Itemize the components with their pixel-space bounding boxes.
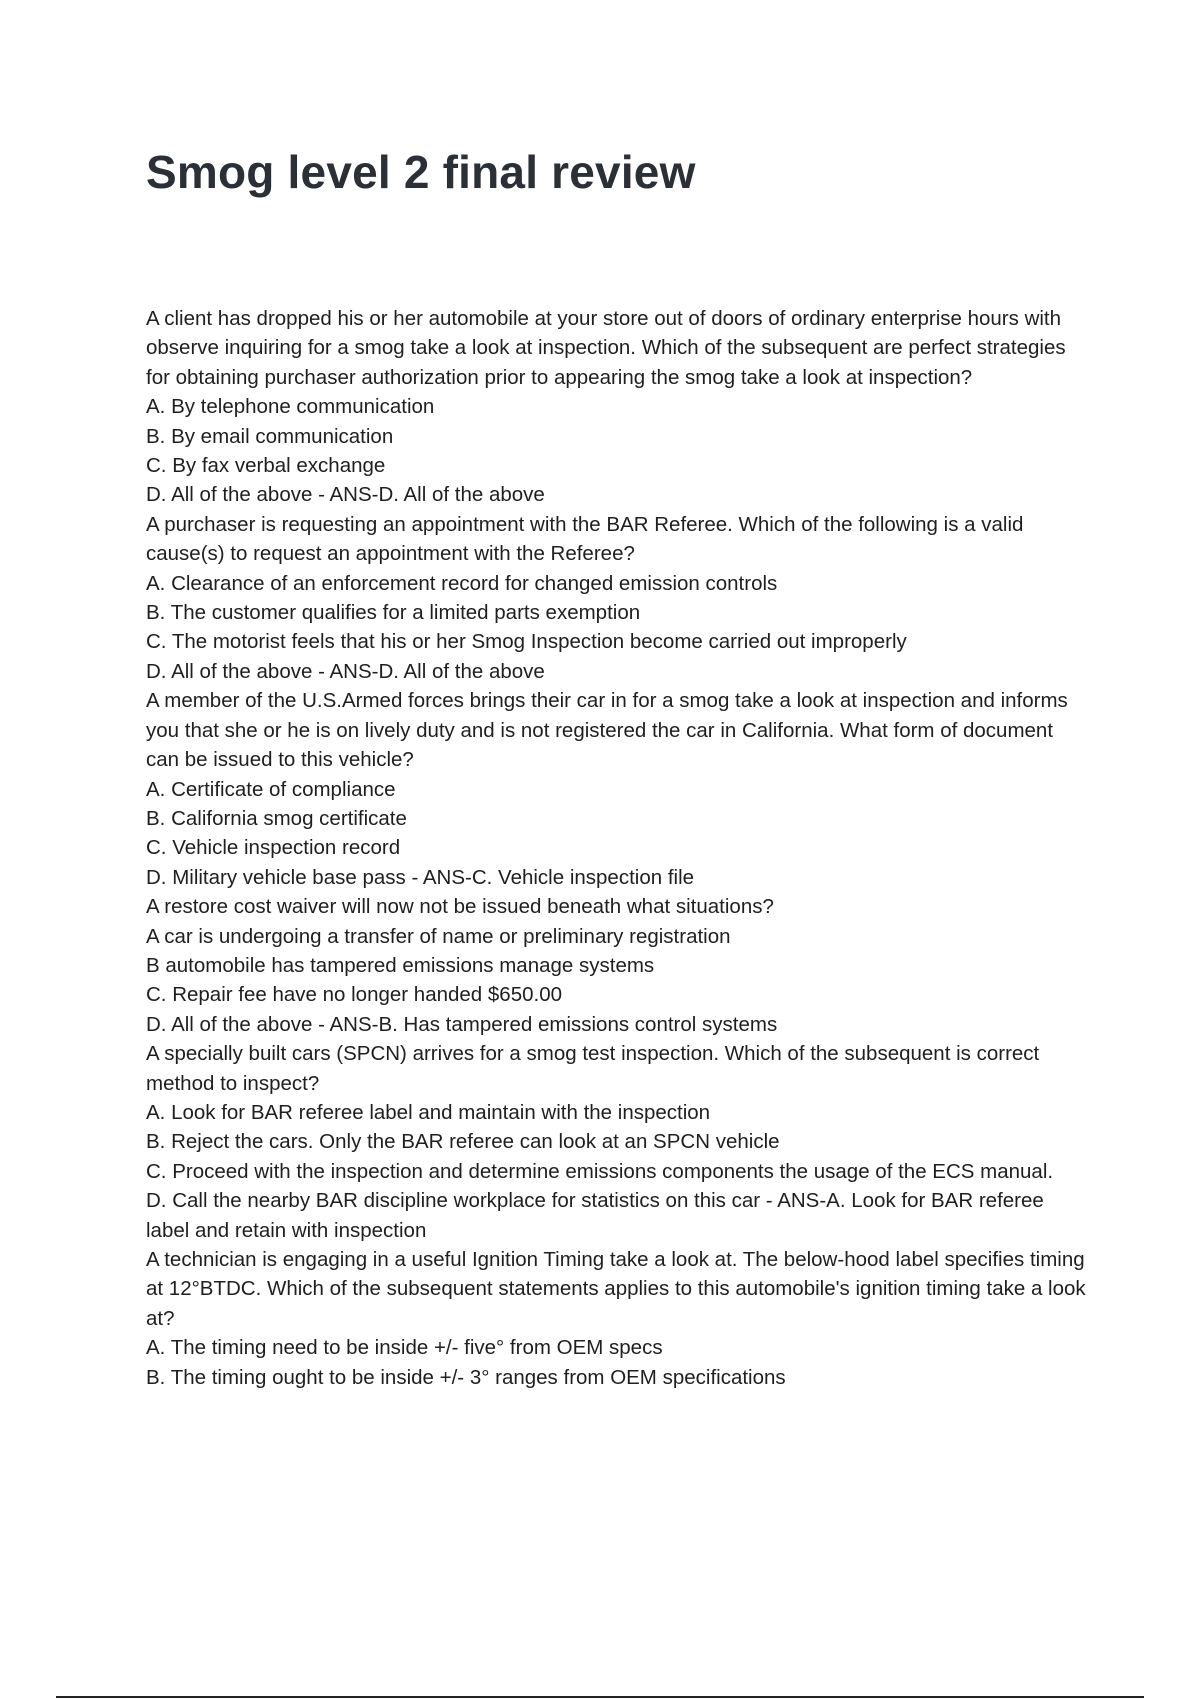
question-3-text: A member of the U.S.Armed forces brings their car in for a smog take a look at inspection and informs you that she or he is on lively duty and is not registered the car in California. What form of document can be issued to this vehicle? bbox=[146, 689, 1068, 772]
question-5-option-d-answer: D. Call the nearby BAR discipline workplace for statistics on this car - ANS-A. Look for BAR referee label and retain with inspection bbox=[146, 1189, 1044, 1242]
question-3-option-c: C. Vehicle inspection record bbox=[146, 836, 401, 860]
question-1-option-d-answer: D. All of the above - ANS-D. All of the above bbox=[146, 483, 545, 507]
question-5-option-c: C. Proceed with the inspection and determine emissions components the usage of the ECS manual. bbox=[146, 1159, 1054, 1183]
document-body bbox=[146, 304, 1086, 1392]
question-6-option-b: B. The timing ought to be inside +/- 3° ranges from OEM specifications bbox=[146, 1365, 786, 1389]
question-2-option-a: A. Clearance of an enforcement record for changed emission controls bbox=[146, 571, 778, 595]
question-6-text: A technician is engaging in a useful Ignition Timing take a look at. The below-hood label specifies timing at 12°BTDC. Which of the subsequent statements applies to this automobile's ignition timing take a look at? bbox=[146, 1248, 1086, 1330]
question-1-option-b: B. By email communication bbox=[146, 424, 394, 448]
footer-divider bbox=[56, 1696, 1144, 1698]
question-6-option-a: A. The timing need to be inside +/- five° from OEM specs bbox=[146, 1336, 663, 1360]
question-2-text: A purchaser is requesting an appointment with the BAR Referee. Which of the following is a valid cause(s) to request an appointment with the Referee? bbox=[146, 512, 1024, 566]
question-3-option-b: B. California smog certificate bbox=[146, 806, 407, 830]
question-1-text: A client has dropped his or her automobile at your store out of doors of ordinary enterprise hours with observe inquiring for a smog take a look at inspection. Which of the subsequent are perfect strategies for obtaining purchaser authorization prior to appearing the smog take a look at inspection? bbox=[146, 307, 1066, 389]
question-5-text: A specially built cars (SPCN) arrives for a smog test inspection. Which of the subsequent is correct method to inspect? bbox=[146, 1042, 1040, 1095]
question-4-option-c: C. Repair fee have no longer handed $650.00 bbox=[146, 983, 563, 1007]
question-4-option-d-answer: D. All of the above - ANS-B. Has tampered emissions control systems bbox=[146, 1012, 778, 1036]
question-2-option-b: B. The customer qualifies for a limited parts exemption bbox=[146, 601, 641, 625]
question-2-option-d-answer: D. All of the above - ANS-D. All of the above bbox=[146, 659, 545, 683]
question-4-text: A restore cost waiver will now not be issued beneath what situations? bbox=[146, 895, 774, 919]
page-title: Smog level 2 final review bbox=[146, 146, 696, 198]
question-2-option-c: C. The motorist feels that his or her Smog Inspection become carried out improperly bbox=[146, 630, 907, 654]
question-1-option-c: C. By fax verbal exchange bbox=[146, 454, 386, 478]
question-1-option-a: A. By telephone communication bbox=[146, 395, 435, 419]
question-3-option-a: A. Certificate of compliance bbox=[146, 777, 396, 801]
question-4-option-b: B automobile has tampered emissions manage systems bbox=[146, 953, 655, 977]
question-4-option-a: A car is undergoing a transfer of name or preliminary registration bbox=[146, 924, 731, 948]
question-3-option-d-answer: D. Military vehicle base pass - ANS-C. Vehicle inspection file bbox=[146, 865, 695, 889]
question-5-option-a: A. Look for BAR referee label and maintain with the inspection bbox=[146, 1100, 711, 1124]
question-5-option-b: B. Reject the cars. Only the BAR referee can look at an SPCN vehicle bbox=[146, 1130, 780, 1154]
